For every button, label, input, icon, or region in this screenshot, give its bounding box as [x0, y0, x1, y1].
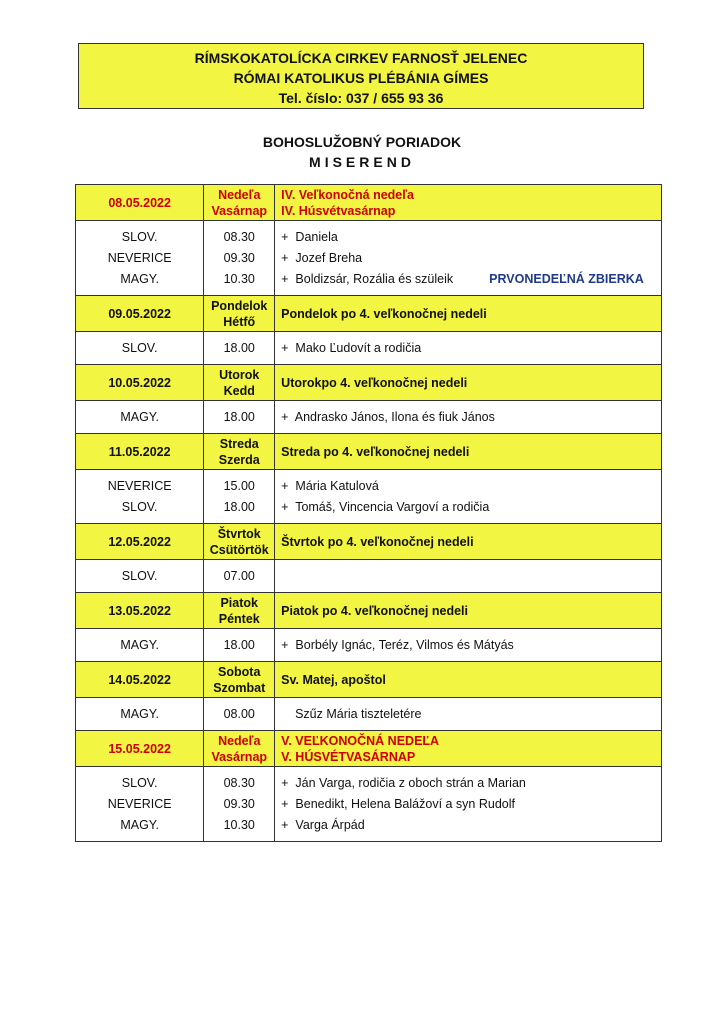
day-name — [204, 662, 275, 698]
mass-language: MAGY. — [120, 817, 159, 832]
mass-language-cell — [76, 560, 204, 593]
day-date: 12.05.2022 — [76, 524, 204, 560]
day-header-row — [76, 593, 662, 629]
day-name-sk: Streda — [219, 436, 259, 451]
day-name-sk: Štvrtok — [217, 526, 261, 541]
day-title — [275, 731, 662, 767]
mass-intention-line — [281, 338, 661, 359]
mass-time: 09.30 — [223, 796, 255, 811]
mass-time-cell — [204, 470, 275, 524]
day-title-sk: Sv. Matej, apoštol — [281, 672, 386, 687]
mass-language: SLOV. — [121, 568, 158, 583]
day-name — [204, 296, 275, 332]
day-name — [204, 524, 275, 560]
mass-intention-cell — [275, 767, 662, 842]
mass-time: 10.30 — [223, 271, 255, 286]
mass-language-cell — [76, 332, 204, 365]
mass-intention-cell — [275, 629, 662, 662]
day-name-hu: Péntek — [218, 611, 260, 626]
parish-header — [78, 43, 644, 109]
mass-intention-line — [281, 815, 661, 836]
day-name — [204, 593, 275, 629]
day-title — [275, 296, 662, 332]
mass-intention-line — [281, 566, 661, 587]
mass-time-cell — [204, 629, 275, 662]
collection-note: PRVONEDEĽNÁ ZBIERKA — [489, 271, 644, 286]
mass-intention-cell — [275, 560, 662, 593]
mass-language: SLOV. — [121, 340, 158, 355]
day-title-sk: Pondelok po 4. veľkonočnej nedeli — [281, 306, 487, 321]
mass-language-cell — [76, 698, 204, 731]
mass-intention: + Benedikt, Helena Balážoví a syn Rudolf — [281, 796, 515, 811]
mass-intention-line — [281, 704, 661, 725]
day-name-hu: Vasárnap — [211, 203, 268, 218]
day-date: 13.05.2022 — [76, 593, 204, 629]
mass-intention-cell — [275, 470, 662, 524]
mass-row — [76, 470, 662, 524]
mass-intention-line — [281, 248, 661, 269]
mass-time: 15.00 — [223, 478, 255, 493]
day-header-row — [76, 365, 662, 401]
parish-phone: Tel. číslo: 037 / 655 93 36 — [278, 90, 444, 106]
day-date: 10.05.2022 — [76, 365, 204, 401]
mass-time: 10.30 — [223, 817, 255, 832]
mass-language: MAGY. — [120, 409, 159, 424]
day-name — [204, 185, 275, 221]
mass-intention-cell — [275, 221, 662, 296]
mass-language: SLOV. — [121, 229, 158, 244]
mass-schedule-table — [75, 184, 662, 842]
mass-intention-line — [281, 773, 661, 794]
mass-time: 08.30 — [223, 775, 255, 790]
mass-intention-line — [281, 227, 661, 248]
mass-row — [76, 629, 662, 662]
mass-time: 18.00 — [223, 340, 255, 355]
day-name-hu: Csütörtök — [209, 542, 269, 557]
mass-time: 18.00 — [223, 637, 255, 652]
mass-time-cell — [204, 767, 275, 842]
day-title — [275, 185, 662, 221]
mass-time: 18.00 — [223, 409, 255, 424]
mass-time-cell — [204, 401, 275, 434]
day-date: 08.05.2022 — [76, 185, 204, 221]
day-name-sk: Nedeľa — [218, 733, 261, 748]
day-name-sk: Piatok — [220, 595, 258, 610]
mass-row — [76, 560, 662, 593]
day-title-hu: V. HÚSVÉTVASÁRNAP — [281, 749, 416, 764]
mass-language-cell — [76, 767, 204, 842]
mass-time: 18.00 — [223, 499, 255, 514]
mass-time: 08.30 — [223, 229, 255, 244]
day-name-hu: Szombat — [213, 680, 266, 695]
day-name-sk: Pondelok — [211, 298, 268, 313]
day-date: 09.05.2022 — [76, 296, 204, 332]
mass-language: SLOV. — [121, 499, 158, 514]
day-title-sk: Streda po 4. veľkonočnej nedeli — [281, 444, 470, 459]
day-title — [275, 662, 662, 698]
day-name-sk: Sobota — [218, 664, 261, 679]
day-title-sk: IV. Veľkonočná nedeľa — [281, 187, 415, 202]
mass-intention: + Ján Varga, rodičia z oboch strán a Marian — [281, 775, 526, 790]
mass-intention: + Mako Ľudovít a rodičia — [281, 340, 422, 355]
mass-language: MAGY. — [120, 637, 159, 652]
mass-intention: + Tomáš, Vincencia Vargoví a rodičia — [281, 499, 490, 514]
day-name-hu: Vasárnap — [211, 749, 268, 764]
mass-intention-line — [281, 635, 661, 656]
schedule-title-hu: MISEREND — [309, 154, 415, 170]
mass-intention-line — [281, 269, 661, 290]
mass-language-cell — [76, 401, 204, 434]
mass-language: NEVERICE — [107, 478, 172, 493]
day-title-hu: IV. Húsvétvasárnap — [281, 203, 396, 218]
mass-row — [76, 698, 662, 731]
schedule-title-sk: BOHOSLUŽOBNÝ PORIADOK — [262, 134, 462, 150]
mass-intention-cell — [275, 401, 662, 434]
mass-intention-line — [281, 476, 661, 497]
mass-intention: + Andrasko János, Ilona és fiuk János — [281, 409, 495, 424]
mass-intention: + Borbély Ignác, Teréz, Vilmos és Mátyás — [281, 637, 514, 652]
mass-language: NEVERICE — [107, 250, 172, 265]
mass-intention-line — [281, 794, 661, 815]
mass-language: SLOV. — [121, 775, 158, 790]
day-title — [275, 434, 662, 470]
mass-row — [76, 221, 662, 296]
mass-language-cell — [76, 470, 204, 524]
day-header-row — [76, 731, 662, 767]
day-name — [204, 731, 275, 767]
mass-row — [76, 332, 662, 365]
mass-intention: + Mária Katulová — [281, 478, 379, 493]
mass-intention: + Jozef Breha — [281, 250, 363, 265]
day-title-sk: Piatok po 4. veľkonočnej nedeli — [281, 603, 468, 618]
mass-intention-line — [281, 407, 661, 428]
day-title-sk: V. VEĽKONOČNÁ NEDEĽA — [281, 733, 440, 748]
mass-intention: + Daniela — [281, 229, 338, 244]
mass-language: MAGY. — [120, 706, 159, 721]
mass-language: NEVERICE — [107, 796, 172, 811]
day-name-sk: Utorok — [219, 367, 260, 382]
day-title — [275, 524, 662, 560]
mass-language-cell — [76, 629, 204, 662]
mass-time-cell — [204, 221, 275, 296]
day-name-hu: Hétfő — [223, 314, 256, 329]
day-name — [204, 434, 275, 470]
mass-time-cell — [204, 698, 275, 731]
day-name-sk: Nedeľa — [218, 187, 261, 202]
day-header-row — [76, 185, 662, 221]
mass-time: 09.30 — [223, 250, 255, 265]
mass-time: 07.00 — [223, 568, 255, 583]
day-date: 15.05.2022 — [76, 731, 204, 767]
mass-intention: + Boldizsár, Rozália és szüleik — [281, 271, 454, 286]
day-name-hu: Kedd — [223, 383, 255, 398]
parish-name-hu: RÓMAI KATOLIKUS PLÉBÁNIA GÍMES — [233, 70, 489, 86]
day-title — [275, 593, 662, 629]
day-header-row — [76, 434, 662, 470]
mass-intention-cell — [275, 332, 662, 365]
mass-row — [76, 401, 662, 434]
day-name — [204, 365, 275, 401]
mass-intention: Szűz Mária tiszteletére — [281, 706, 422, 721]
day-header-row — [76, 662, 662, 698]
day-header-row — [76, 524, 662, 560]
day-title-sk: Štvrtok po 4. veľkonočnej nedeli — [281, 534, 474, 549]
mass-language: MAGY. — [120, 271, 159, 286]
mass-language-cell — [76, 221, 204, 296]
mass-time: 08.00 — [223, 706, 255, 721]
mass-intention-line — [281, 497, 661, 518]
day-title — [275, 365, 662, 401]
day-title-sk: Utorokpo 4. veľkonočnej nedeli — [281, 375, 468, 390]
day-date: 11.05.2022 — [76, 434, 204, 470]
mass-row — [76, 767, 662, 842]
day-name-hu: Szerda — [218, 452, 260, 467]
parish-name-sk: RÍMSKOKATOLÍCKA CIRKEV FARNOSŤ JELENEC — [194, 50, 528, 66]
day-date: 14.05.2022 — [76, 662, 204, 698]
mass-intention: + Varga Árpád — [281, 817, 365, 832]
mass-intention-cell — [275, 698, 662, 731]
mass-time-cell — [204, 332, 275, 365]
day-header-row — [76, 296, 662, 332]
mass-time-cell — [204, 560, 275, 593]
